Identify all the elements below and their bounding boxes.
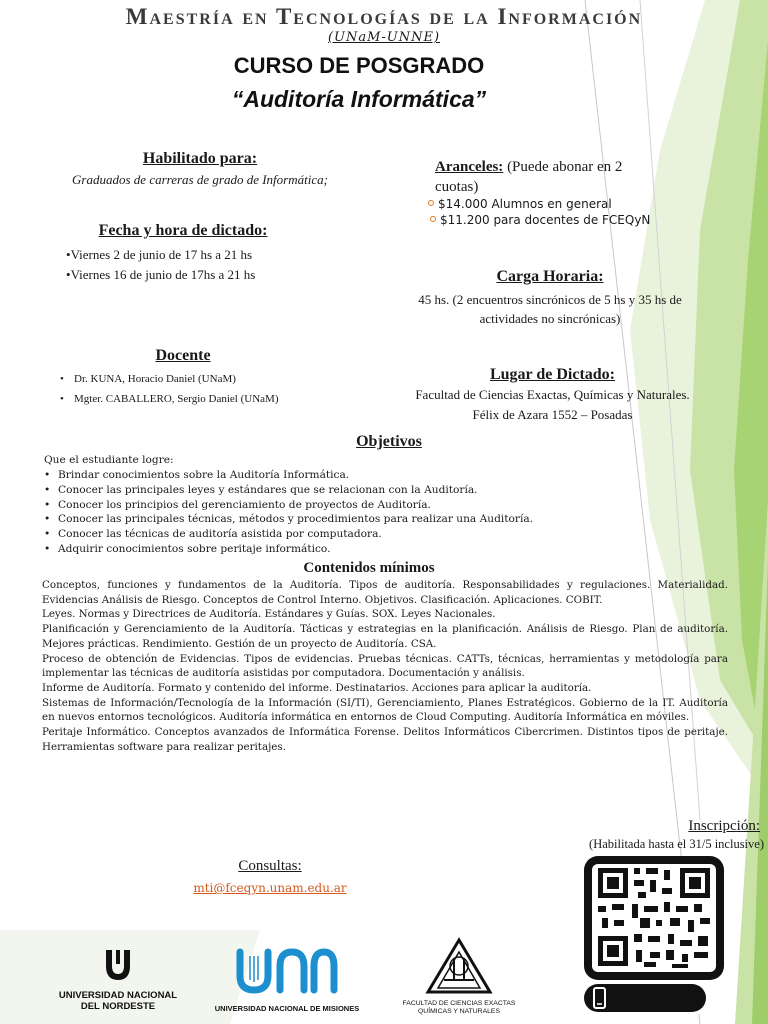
unam-logo — [212, 946, 362, 1018]
fecha-item: •Viernes 16 de junio de 17hs a 21 hs — [66, 267, 256, 282]
aranceles-block — [435, 157, 695, 197]
unne-logo-line: UNIVERSIDAD NACIONAL — [58, 990, 178, 1001]
aranceles-list — [428, 196, 650, 228]
fecha-list — [66, 245, 255, 285]
objetivo-item: • Adquirir conocimientos sobre peritaje informático. — [42, 542, 722, 557]
unne-emblem-icon — [98, 946, 138, 986]
aranceles-note-2: cuotas) — [435, 179, 479, 195]
carga-heading: Carga Horaria: — [496, 268, 604, 285]
unam-logo-text: UNIVERSIDAD NACIONAL DE MISIONES — [214, 1004, 360, 1013]
arancel-item: $11.200 para docentes de FCEQyN — [430, 212, 650, 228]
objetivo-item: • Conocer las principales técnicas, métodos y procedimientos para realizar una Auditoría. — [42, 512, 722, 527]
contenidos-heading: Contenidos mínimos — [303, 560, 435, 576]
docente-list — [58, 369, 279, 409]
fecha-heading: Fecha y hora de dictado: — [98, 222, 268, 239]
unne-logo — [58, 946, 178, 1016]
habilitado-heading: Habilitado para: — [142, 150, 258, 167]
fceqyn-logo — [394, 936, 524, 1016]
objetivo-item: • Conocer las técnicas de auditoría asistida por computadora. — [42, 527, 722, 542]
docente-item: • Mgter. CABALLERO, Sergio Daniel (UNaM) — [58, 389, 279, 409]
qr-code-image — [584, 856, 724, 1014]
consultas-heading: Consultas: — [238, 858, 302, 874]
contenido-paragraph: Informe de Auditoría. Formato y contenido del informe. Destinatarios. Acciones para aplicar la auditoría. — [42, 681, 592, 694]
consultas-email-wrap — [160, 877, 380, 896]
aranceles-note: (Puede abonar en 2 — [503, 159, 623, 175]
arancel-item: $14.000 Alumnos en general — [428, 196, 650, 212]
docente-heading: Docente — [155, 347, 211, 364]
objetivo-item: • Conocer las principales leyes y estándares que se relacionan con la Auditoría. — [42, 483, 722, 498]
contenido-paragraph: Sistemas de Información/Tecnología de la Información (SI/TI), Gerenciamiento, Planes Estratégicos. Gobierno de la IT. Auditoría en nuevos entornos tecnológicos. Auditoría informática en entornos de Cloud Computing. Auditoría Informática en móviles. — [42, 696, 728, 724]
qr-code[interactable] — [584, 856, 724, 1014]
unam-emblem-icon — [228, 946, 346, 998]
fecha-item: •Viernes 2 de junio de 17 hs a 21 hs — [66, 247, 253, 262]
lugar-text — [375, 385, 730, 425]
consultas-email-link[interactable]: mti@fceqyn.unam.edu.ar — [193, 881, 347, 895]
lugar-line: Félix de Azara 1552 – Posadas — [472, 407, 633, 422]
fceqyn-logo-line: QUÍMICAS Y NATURALES — [418, 1008, 500, 1015]
fceqyn-logo-line: FACULTAD DE CIENCIAS EXACTAS — [402, 1000, 516, 1007]
program-title: Maestría en Tecnologías de la Información — [125, 4, 643, 29]
docente-item: • Dr. KUNA, Horacio Daniel (UNaM) — [58, 369, 279, 389]
fceqyn-emblem-icon — [424, 936, 494, 996]
contenido-paragraph: Leyes. Normas y Directrices de Auditoría. Estándares y Guías. SOX. Leyes Nacionales. — [42, 608, 496, 621]
objetivo-item: • Brindar conocimientos sobre la Auditoría Informática. — [42, 468, 722, 483]
carga-text — [375, 290, 725, 328]
inscripcion-note: (Habilitada hasta el 31/5 inclusive) — [589, 837, 764, 851]
course-type: CURSO DE POSGRADO — [233, 53, 485, 78]
objetivos-heading: Objetivos — [356, 433, 422, 450]
objetivos-list — [42, 468, 722, 557]
objetivo-item: • Conocer los principios del gerenciamiento de proyectos de Auditoría. — [42, 498, 722, 513]
universities-subtitle: (UNaM-UNNE) — [327, 30, 441, 45]
lugar-heading: Lugar de Dictado: — [489, 366, 616, 383]
carga-line: 45 hs. (2 encuentros sincrónicos de 5 hs y 35 hs de — [418, 292, 682, 307]
contenido-paragraph: Conceptos, funciones y fundamentos de la Auditoría. Tipos de auditoría. Responsabilidades y regulaciones. Materialidad. Evidencias Análisis de Riesgo. Conceptos de Control Interno. Objetivos. Clasificación. Aplicaciones. COBIT. — [42, 579, 728, 606]
contenido-paragraph: Proceso de obtención de Evidencias. Tipos de evidencias. Pruebas técnicas. CATTs, técnicas, herramientas y metodología para implementar las técnicas de auditoría asistidas por computadora. Documentación y análisis. — [42, 652, 728, 680]
contenidos-body — [42, 578, 728, 754]
course-title: “Auditoría Informática” — [231, 86, 487, 112]
carga-line: actividades no sincrónicas) — [479, 311, 621, 326]
lugar-line: Facultad de Ciencias Exactas, Químicas y Naturales. — [415, 387, 690, 402]
contenido-paragraph: Planificación y Gerenciamiento de la Auditoría. Tácticas y estrategias en la planificación. Análisis de Riesgo. Plan de auditoría. Mejores prácticas. Rendimiento. Gestión de un proyecto de Auditoría. CSA. — [42, 623, 728, 650]
unne-logo-line: DEL NORDESTE — [80, 1001, 156, 1012]
habilitado-text: Graduados de carreras de grado de Informática; — [72, 172, 328, 187]
aranceles-heading: Aranceles: — [435, 159, 504, 175]
inscripcion-heading: Inscripción: — [688, 818, 760, 834]
contenido-paragraph: Peritaje Informático. Conceptos avanzados de Informática Forense. Delitos Informáticos Cibercrimen. Distintos tipos de peritaje. Herramientas software para realizar peritajes. — [42, 726, 728, 753]
objetivos-intro: Que el estudiante logre: — [44, 454, 174, 466]
